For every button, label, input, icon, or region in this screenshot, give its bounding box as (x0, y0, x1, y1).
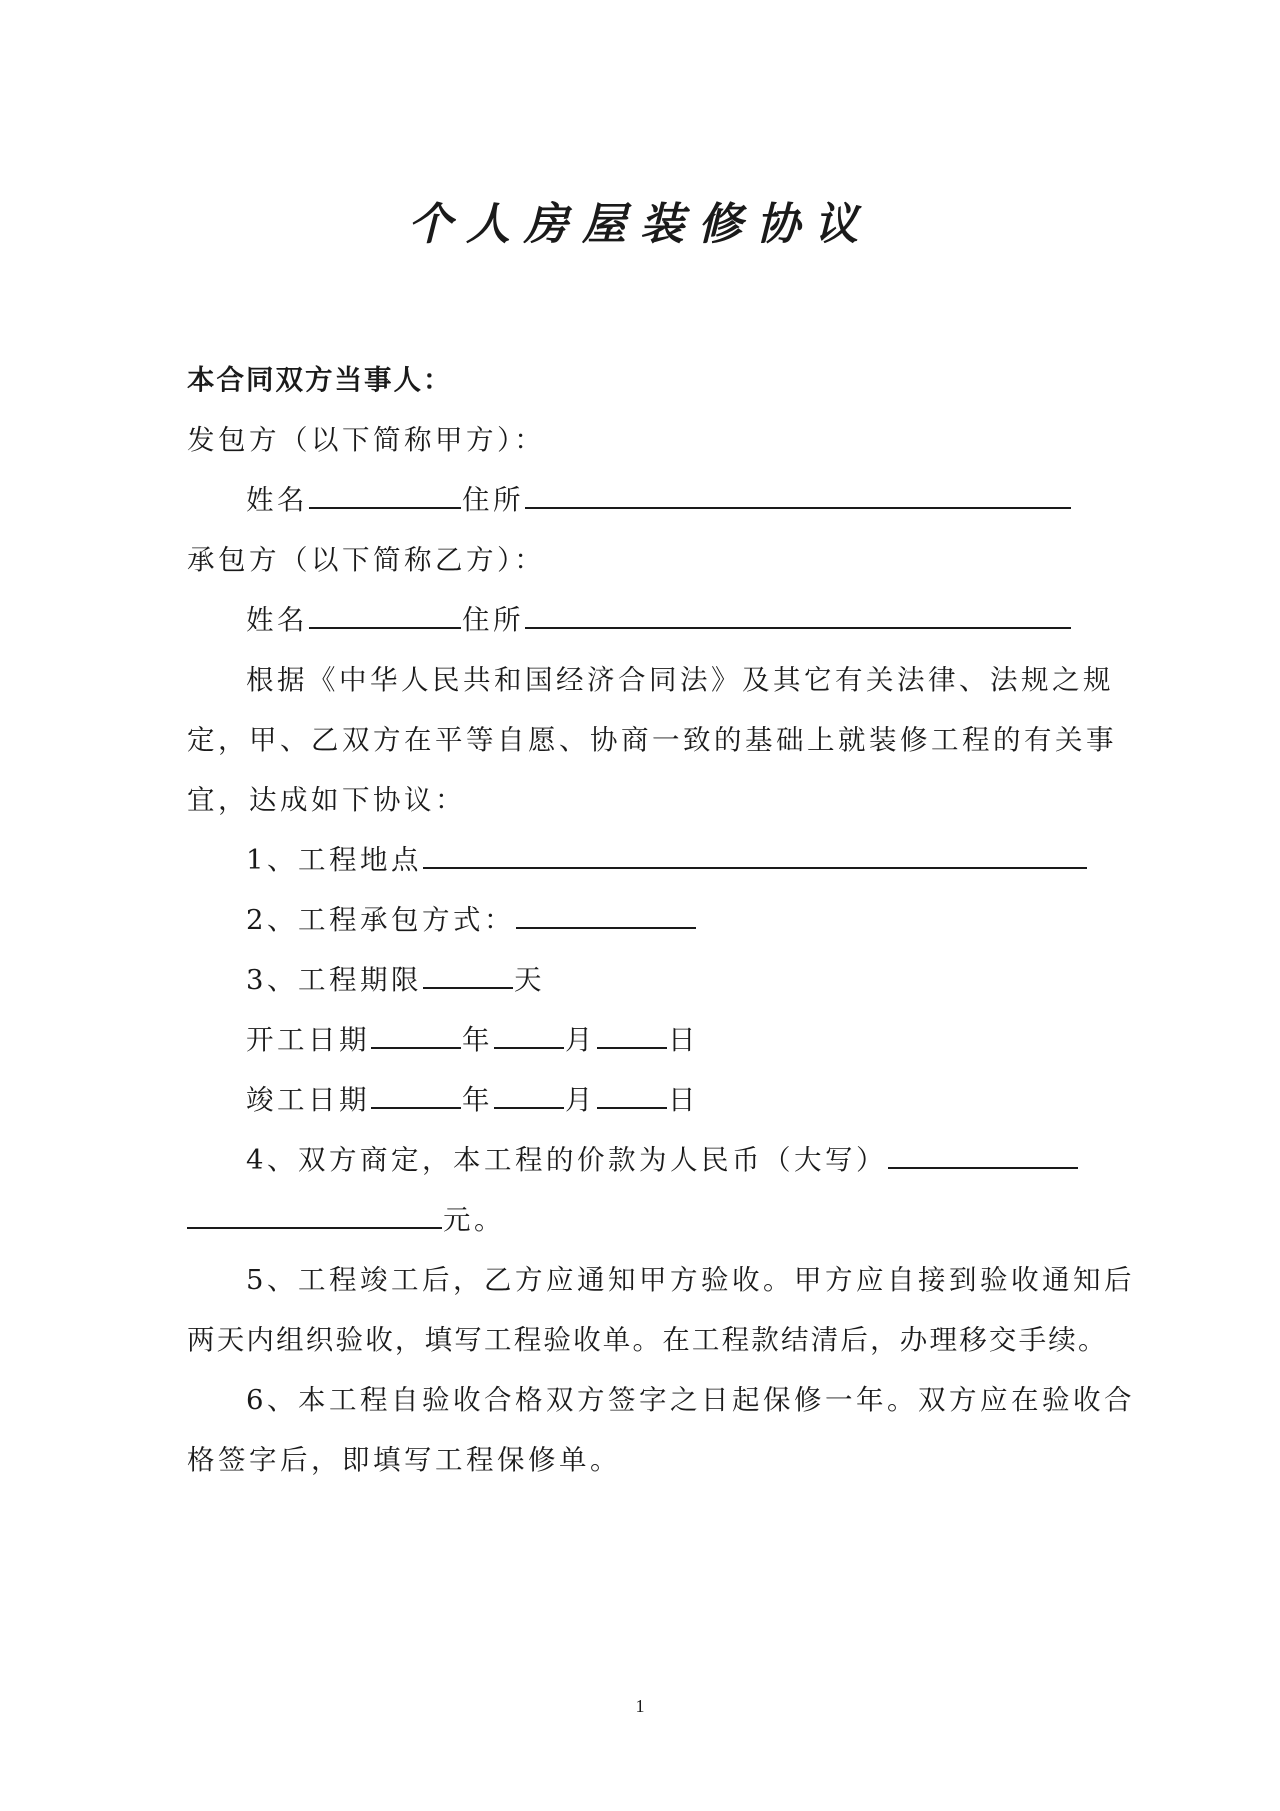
clause-1 (246, 830, 1088, 890)
clause-2-label: 2、工程承包方式： (246, 904, 515, 936)
page-number: 1 (635, 1696, 645, 1716)
preamble-line-1: 根据《中华人民共和国经济合同法》及其它有关法律、法规之规 (246, 664, 1114, 696)
preamble-line-2: 定，甲、乙双方在平等自愿、协商一致的基础上就装修工程的有关事 (187, 724, 1117, 756)
start-year-blank[interactable] (371, 1023, 461, 1049)
document-title: 个人房屋装修协议 (408, 199, 872, 250)
clause-2 (246, 890, 697, 950)
work-location-blank[interactable] (423, 843, 1087, 869)
start-day-blank[interactable] (597, 1023, 667, 1049)
party-b-name-blank[interactable] (309, 603, 461, 629)
party-b-address-label: 住所 (462, 604, 524, 636)
party-a-address-blank[interactable] (525, 483, 1071, 509)
clause-4-line-1 (246, 1130, 1079, 1190)
contract-method-blank[interactable] (516, 903, 696, 929)
clause-1-label: 1、工程地点 (246, 844, 422, 876)
intro-heading: 本合同双方当事人： (187, 364, 453, 396)
price-blank-2[interactable] (187, 1203, 442, 1229)
clause-4-label: 4、双方商定，本工程的价款为人民币（大写） (246, 1144, 887, 1176)
end-year-blank[interactable] (371, 1083, 461, 1109)
clause-4-unit: 元。 (443, 1204, 505, 1236)
end-year-unit: 年 (462, 1084, 493, 1116)
preamble-line-3: 宜，达成如下协议： (187, 784, 466, 816)
end-month-unit: 月 (565, 1084, 596, 1116)
party-a-address-label: 住所 (462, 484, 524, 516)
start-month-blank[interactable] (494, 1023, 564, 1049)
party-a-name-blank[interactable] (309, 483, 461, 509)
start-year-unit: 年 (462, 1024, 493, 1056)
party-a-name-label: 姓名 (246, 484, 308, 516)
clause-6-line-2: 格签字后，即填写工程保修单。 (187, 1444, 621, 1476)
clause-4-line-2 (187, 1190, 505, 1250)
clause-6-line-1: 6、本工程自验收合格双方签字之日起保修一年。双方应在验收合 (246, 1384, 1135, 1416)
start-month-unit: 月 (565, 1024, 596, 1056)
end-date-label: 竣工日期 (246, 1084, 370, 1116)
party-b-fields (246, 590, 1072, 650)
party-b-address-blank[interactable] (525, 603, 1071, 629)
start-date-label: 开工日期 (246, 1024, 370, 1056)
clause-3-unit: 天 (514, 964, 545, 996)
price-blank-1[interactable] (888, 1143, 1078, 1169)
end-month-blank[interactable] (494, 1083, 564, 1109)
start-date-row (246, 1010, 699, 1070)
party-a-fields (246, 470, 1072, 530)
end-date-row (246, 1070, 699, 1130)
start-day-unit: 日 (668, 1024, 699, 1056)
clause-5-line-2: 两天内组织验收，填写工程验收单。在工程款结清后，办理移交手续。 (187, 1324, 1108, 1356)
party-b-label: 承包方（以下简称乙方）： (187, 544, 546, 576)
duration-blank[interactable] (423, 963, 513, 989)
end-day-blank[interactable] (597, 1083, 667, 1109)
party-b-name-label: 姓名 (246, 604, 308, 636)
end-day-unit: 日 (668, 1084, 699, 1116)
clause-3 (246, 950, 545, 1010)
clause-3-label: 3、工程期限 (246, 964, 422, 996)
clause-5-line-1: 5、工程竣工后，乙方应通知甲方验收。甲方应自接到验收通知后 (246, 1264, 1135, 1296)
party-a-label: 发包方（以下简称甲方）： (187, 424, 546, 456)
